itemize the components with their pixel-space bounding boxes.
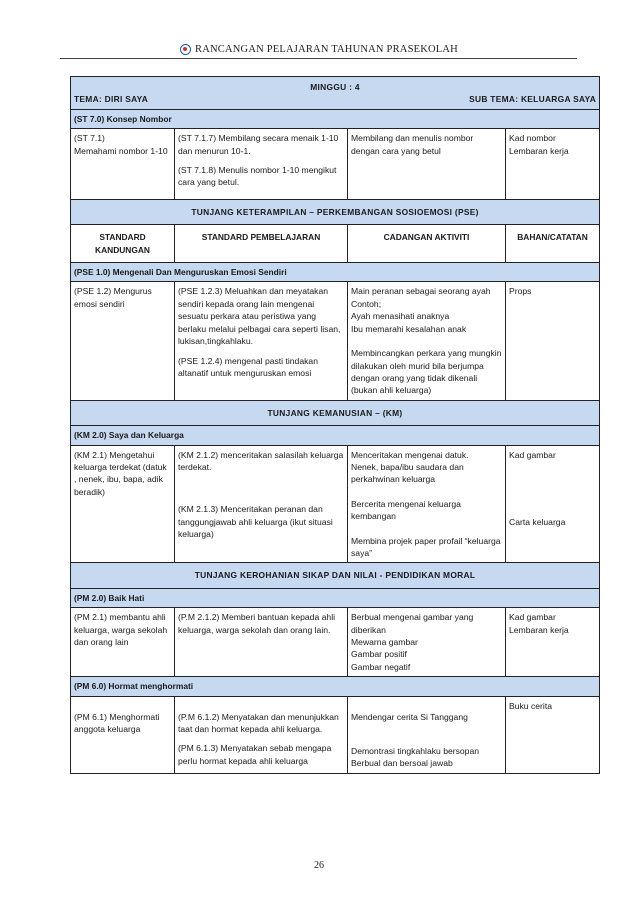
pm2-aktiviti-3: Gambar positif — [351, 649, 407, 660]
km-pembelajaran — [175, 445, 348, 563]
pse-section-row — [71, 199, 600, 224]
week-header-row — [71, 77, 600, 110]
pm2-aktiviti-2: Mewarna gambar — [351, 637, 418, 647]
pm6-aktiviti-1: Mendengar cerita Si Tanggang — [351, 711, 468, 722]
km-aktiviti — [348, 445, 506, 563]
pse-pembelajaran-1: (PSE 1.2.3) Meluahkan dan meyatakan sendiri kepada orang lain mengenai sesuatu perkara atau peristiwa yang berlaku melalui pelbagai cara seperti lisan, lukisan,tingkahlaku. — [178, 286, 341, 347]
pse-aktiviti-2: Contoh; — [351, 298, 382, 309]
km-aktiviti-4: Membina projek paper profail “keluarga saya” — [351, 535, 501, 558]
pse-pembelajaran-2: (PSE 1.2.4) mengenal pasti tindakan altanatif untuk menguruskan emosi — [178, 355, 318, 378]
pm2-heading-row — [71, 588, 600, 607]
ministry-logo-icon — [180, 44, 191, 55]
pse-heading: (PSE 1.0) Mengenali Dan Menguruskan Emosi Sendiri — [71, 263, 600, 282]
km-aktiviti-2: Nenek, bapa/ibu saudara dan perkahwinan keluarga — [351, 461, 464, 485]
km-aktiviti-1: Menceritakan mengenai datuk. — [351, 449, 469, 460]
pm2-bahan: Kad gambar Lembaran kerja — [506, 608, 600, 677]
pse-content-row — [71, 282, 600, 400]
lesson-plan-table — [70, 76, 599, 774]
theme-label: TEMA: DIRI SAYA — [74, 94, 149, 105]
pm2-standard: (PM 2.1) membantu ahli keluarga, warga sekolah dan orang lain — [71, 608, 175, 677]
st-aktiviti: Membilang dan menulis nombor dengan cara yang betul — [348, 129, 506, 200]
pm-section-title: TUNJANG KEROHANIAN SIKAP DAN NILAI - PENDIDIKAN MORAL — [71, 563, 600, 588]
km-bahan — [506, 445, 600, 563]
km-aktiviti-3: Bercerita mengenai keluarga kembangan — [351, 498, 461, 522]
subtheme-label: SUB TEMA: KELUARGA SAYA — [469, 94, 597, 105]
st-pembelajaran-1: (ST 7.1.7) Membilang secara menaik 1-10 dan menurun 10-1. — [178, 133, 339, 156]
pse-standard: (PSE 1.2) Mengurus emosi sendiri — [71, 282, 175, 400]
st-pembelajaran — [175, 129, 348, 200]
km-heading-row — [71, 426, 600, 445]
st-heading-row — [71, 109, 600, 128]
pse-heading-row — [71, 263, 600, 282]
week-label: MINGGU : 4 — [310, 82, 360, 92]
pse-pembelajaran — [175, 282, 348, 400]
km-pembelajaran-1: (KM 2.1.2) menceritakan salasilah keluarga terdekat. — [178, 449, 344, 472]
pse-aktiviti-5: Membincangkan perkara yang mungkin dilakukan oleh murid bila berjumpa dengan orang yang tidak dikenali (bukan ahli keluarga) — [351, 348, 502, 396]
pse-aktiviti-3: Ayah menasihati anaknya — [351, 311, 450, 322]
pm2-heading: (PM 2.0) Baik Hati — [71, 588, 600, 607]
pm6-heading-row — [71, 677, 600, 696]
pse-section-title: TUNJANG KETERAMPILAN – PERKEMBANGAN SOSIOEMOSI (PSE) — [71, 199, 600, 224]
pm2-content-row — [71, 608, 600, 677]
col-standard-pembelajaran: STANDARD PEMBELAJARAN — [175, 225, 348, 263]
pm6-standard: (PM 6.1) Menghormati anggota keluarga — [71, 696, 175, 773]
km-content-row — [71, 445, 600, 563]
pm6-content-row — [71, 696, 600, 773]
km-bahan-2: Carta keluarga — [509, 516, 566, 527]
header-title: RANCANGAN PELAJARAN TAHUNAN PRASEKOLAH — [195, 43, 458, 55]
pm2-aktiviti — [348, 608, 506, 677]
km-heading: (KM 2.0) Saya dan Keluarga — [71, 426, 600, 445]
pm6-aktiviti — [348, 696, 506, 773]
column-header-row — [71, 225, 600, 263]
col-standard-kandungan: STANDARD KANDUNGAN — [71, 225, 175, 263]
km-standard: (KM 2.1) Mengetahui keluarga terdekat (datuk , nenek, ibu, bapa, adik beradik) — [71, 445, 175, 563]
header-divider — [60, 58, 577, 59]
pm2-aktiviti-1: Berbual mengenai gambar yang diberikan — [351, 612, 474, 635]
pm6-heading: (PM 6.0) Hormat menghormati — [71, 677, 600, 696]
km-section-title: TUNJANG KEMANUSIAN – (KM) — [71, 400, 600, 425]
pm6-bahan: Buku cerita — [506, 696, 600, 773]
pm-section-row — [71, 563, 600, 588]
km-section-row — [71, 400, 600, 425]
pse-aktiviti — [348, 282, 506, 400]
page-header — [0, 40, 638, 58]
pm6-pembelajaran — [175, 696, 348, 773]
pm6-pembelajaran-1: (P.M 6.1.2) Menyatakan dan menunjukkan taat dan hormat kepada ahli keluarga. — [178, 711, 339, 735]
km-pembelajaran-2: (KM 2.1.3) Menceritakan peranan dan tanggungjawab ahli keluarga (ikut situasi keluarga) — [178, 504, 333, 540]
st-standard: (ST 7.1) Memahami nombor 1-10 — [71, 129, 175, 200]
col-cadangan-aktiviti: CADANGAN AKTIVITI — [348, 225, 506, 263]
st-bahan: Kad nombor Lembaran kerja — [506, 129, 600, 200]
pse-aktiviti-1: Main peranan sebagai seorang ayah — [351, 286, 491, 297]
pm6-aktiviti-2: Demontrasi tingkahlaku bersopan Berbual dan bersoal jawab — [351, 746, 480, 769]
pm2-pembelajaran: (P.M 2.1.2) Memberi bantuan kepada ahli keluarga, warga sekolah dan orang lain. — [175, 608, 348, 677]
page-number: 26 — [314, 860, 324, 871]
pm6-pembelajaran-2: (PM 6.1.3) Menyatakan sebab mengapa perlu hormat kepada ahli keluarga — [178, 743, 332, 766]
km-bahan-1: Kad gambar — [509, 449, 556, 460]
st-heading: (ST 7.0) Konsep Nombor — [71, 109, 600, 128]
pse-bahan: Props — [506, 282, 600, 400]
pse-aktiviti-4: Ibu memarahi kesalahan anak — [351, 323, 467, 334]
st-pembelajaran-2: (ST 7.1.8) Menulis nombor 1-10 mengikut cara yang betul. — [178, 165, 337, 188]
pm2-aktiviti-4: Gambar negatif — [351, 661, 411, 672]
col-bahan-catatan: BAHAN/CATATAN — [506, 225, 600, 263]
st-content-row — [71, 129, 600, 200]
